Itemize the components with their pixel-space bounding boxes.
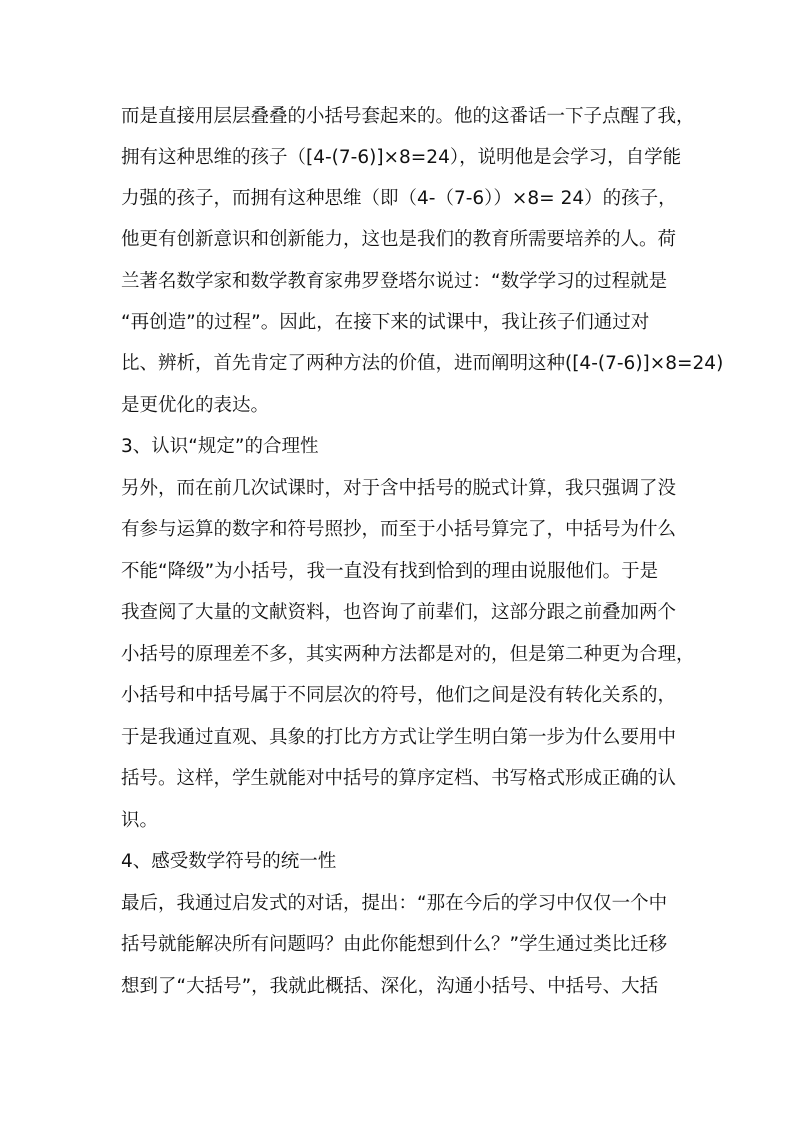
section-heading: 4、感受数学符号的统一性 [121,851,337,872]
paragraph-line: 我查阅了大量的文献资料，也咨询了前辈们，这部分跟之前叠加两个 [121,602,677,623]
paragraph-line: 而是直接用层层叠叠的小括号套起来的。他的这番话一下子点醒了我， [121,106,695,127]
paragraph-line: 识。 [121,810,159,831]
paragraph-line: 他更有创新意识和创新能力，这也是我们的教育所需要培养的人。荷 [121,229,677,250]
paragraph-line: 小括号的原理差不多，其实两种方法都是对的，但是第二种更为合理， [121,644,695,665]
paragraph-line: 有参与运算的数字和符号照抄，而至于小括号算完了，中括号为什么 [121,519,677,540]
paragraph-line: 于是我通过直观、具象的打比方方式让学生明白第一步为什么要用中 [121,727,677,748]
paragraph-line: 不能“降级”为小括号，我一直没有找到恰到的理由说服他们。于是 [121,561,659,582]
paragraph-line: 括号就能解决所有问题吗？由此你能想到什么？”学生通过类比迁移 [121,934,668,955]
paragraph-line: 另外，而在前几次试课时，对于含中括号的脱式计算，我只强调了没 [121,478,677,499]
paragraph-line: “再创造”的过程”。因此，在接下来的试课中，我让孩子们通过对 [121,312,650,333]
paragraph-line: 比、辨析，首先肯定了两种方法的价值，进而阐明这种([4-(7-6)]×8=24) [121,353,724,374]
paragraph-line: 拥有这种思维的孩子（[4-(7-6)]×8=24），说明他是会学习，自学能 [121,147,682,168]
paragraph-line: 最后，我通过启发式的对话，提出：“那在今后的学习中仅仅一个中 [121,893,668,914]
paragraph-line: 力强的孩子，而拥有这种思维（即（4-（7-6））×8= 24）的孩子， [121,188,677,209]
paragraph-line: 想到了“大括号”，我就此概括、深化，沟通小括号、中括号、大括 [121,976,659,997]
section-heading: 3、认识“规定”的合理性 [121,436,319,457]
paragraph-line: 小括号和中括号属于不同层次的符号，他们之间是没有转化关系的， [121,685,677,706]
paragraph-line: 兰著名数学家和数学教育家弗罗登塔尔说过：“数学学习的过程就是 [121,271,668,292]
paragraph-line: 括号。这样，学生就能对中括号的算序定档、书写格式形成正确的认 [121,768,677,789]
paragraph-line: 是更优化的表达。 [121,395,270,416]
